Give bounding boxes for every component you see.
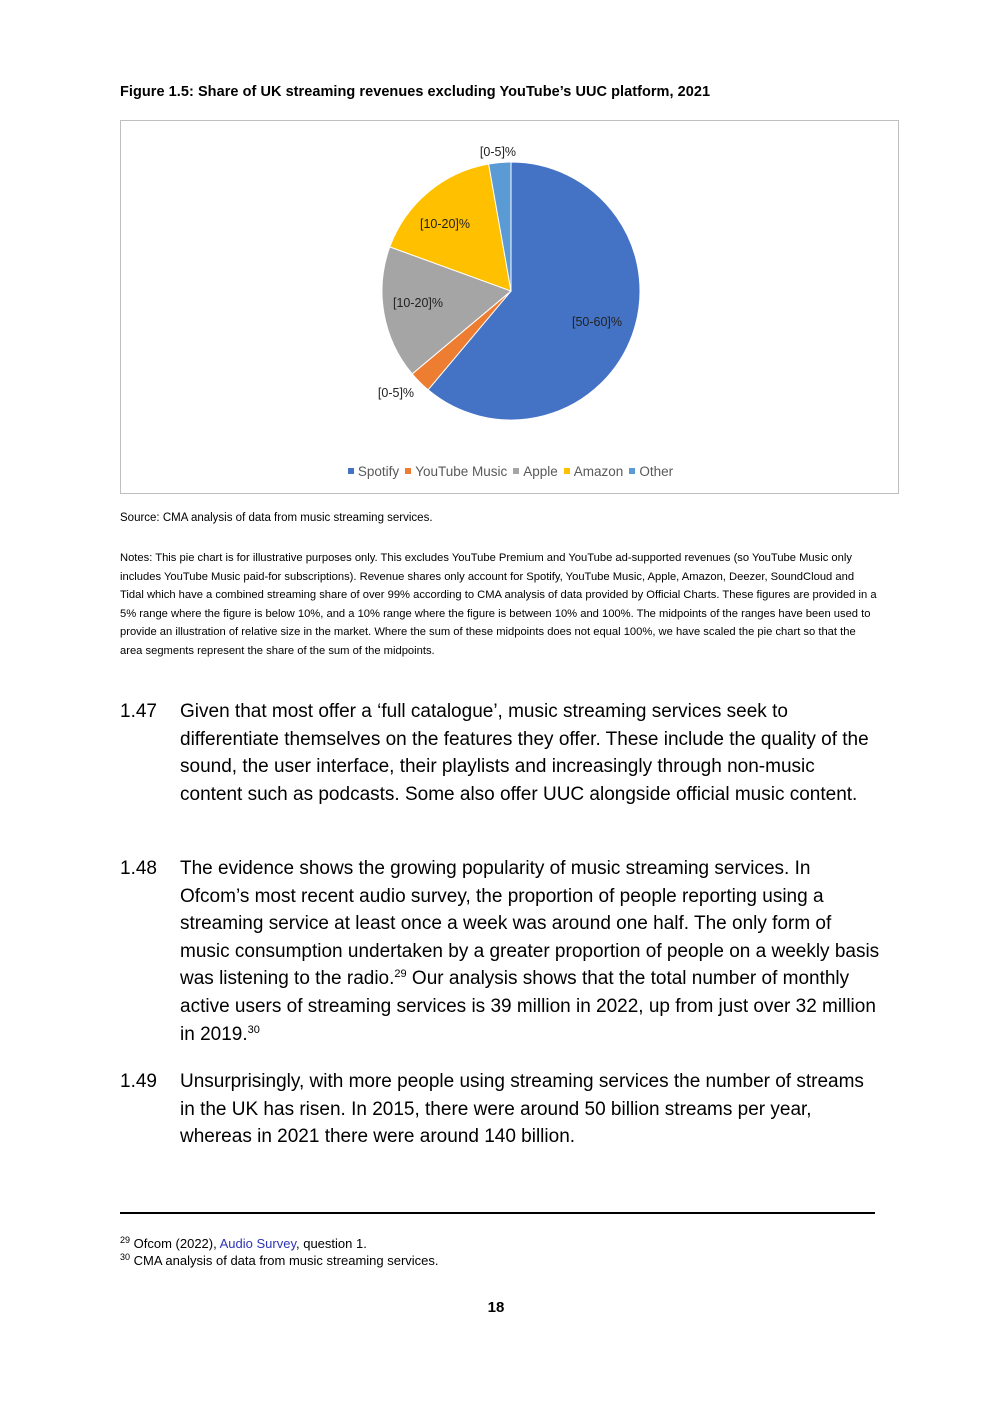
legend-item-youtube-music <box>405 464 507 479</box>
footnote-number: 30 <box>120 1252 131 1262</box>
figure-title: Figure 1.5: Share of UK streaming revenues excluding YouTube’s UUC platform, 2021 <box>120 84 711 100</box>
paragraph-number: 1.47 <box>120 701 157 722</box>
legend-swatch <box>513 468 519 474</box>
footnote-number: 29 <box>120 1235 131 1245</box>
legend-swatch <box>348 468 354 474</box>
paragraph-1-47 <box>120 698 880 808</box>
data-label-youtube-music: [0-5]% <box>377 386 415 400</box>
page-number: 18 <box>487 1299 505 1316</box>
footnote-ref-30[interactable]: 30 <box>247 1023 260 1036</box>
footnote-text: Ofcom (2022), <box>133 1236 220 1251</box>
figure-source: Source: CMA analysis of data from music streaming services. <box>120 512 433 524</box>
legend-swatch <box>629 468 635 474</box>
paragraph-number: 1.49 <box>120 1071 157 1092</box>
chart-legend <box>121 464 900 479</box>
footnote-30 <box>120 1253 439 1268</box>
paragraph-text-part: Our analysis shows that the total number of monthly active users of streaming services is 39 million in 2022, up from just over 32 million in 2019. <box>180 968 876 1045</box>
legend-swatch <box>564 468 570 474</box>
paragraph-number: 1.48 <box>120 858 157 879</box>
footnote-ref-29[interactable]: 29 <box>394 968 407 981</box>
pie-chart-svg <box>121 121 900 495</box>
legend-label: Other <box>639 464 674 479</box>
legend-label: Apple <box>523 464 558 479</box>
legend-label: Spotify <box>357 464 400 479</box>
data-label-spotify: [50-60]% <box>571 315 623 329</box>
legend-item-amazon <box>564 464 624 479</box>
legend-item-spotify <box>348 464 399 479</box>
paragraph-text: Given that most offer a ‘full catalogue’, music streaming services seek to differentiate themselves on the features they offer. These include the quality of the sound, the user interface, their playlists and increasingly through non-music content such as podcasts. Some also offer UUC alongside official music content. <box>180 701 869 805</box>
data-label-amazon: [10-20]% <box>419 217 471 231</box>
pie-chart <box>120 120 899 494</box>
paragraph-text <box>180 855 880 1048</box>
paragraph-1-48 <box>120 855 880 1048</box>
footnote-text: CMA analysis of data from music streaming services. <box>133 1253 439 1268</box>
audio-survey-link[interactable]: Audio Survey <box>219 1236 296 1251</box>
paragraph-text-part: The evidence shows the growing popularity of music streaming services. In Ofcom’s most recent audio survey, the proportion of people reporting using a streaming service at least once a week was around one half. The only form of music consumption undertaken by a greater proportion of people on a weekly basis was listening to the radio. <box>180 858 880 990</box>
footnote-29 <box>120 1236 367 1251</box>
figure-notes: Notes: This pie chart is for illustrative purposes only. This excludes YouTube Premium and YouTube ad-supported revenues (so YouTube Music only includes YouTube Music paid-for subscriptions). Revenue shares only account for Spotify, YouTube Music, Apple, Amazon, Deezer, SoundCloud and Tidal which have a combined streaming share of over 99% according to CMA analysis of data provided by Official Charts. These figures are provided in a 5% range where the figure is below 10%, and a 10% range where the figure is between 10% and 100%. The midpoints of the ranges have been used to provide an illustration of relative size in the market. Where the sum of these midpoints does not equal 100%, we have scaled the pie chart so that the area segments represent the share of the sum of the midpoints. <box>120 552 877 657</box>
legend-item-apple <box>513 464 558 479</box>
legend-swatch <box>405 468 411 474</box>
paragraph-text: Unsurprisingly, with more people using streaming services the number of streams in the UK has risen. In 2015, there were around 50 billion streams per year, whereas in 2021 there were around 140 billion. <box>180 1071 864 1148</box>
footnote-divider <box>120 1212 875 1214</box>
data-label-other: [0-5]% <box>479 145 517 159</box>
legend-label: YouTube Music <box>415 464 508 479</box>
footnote-text: , question 1. <box>295 1236 367 1251</box>
data-label-apple: [10-20]% <box>392 296 444 310</box>
paragraph-1-49 <box>120 1068 880 1151</box>
legend-item-other <box>629 464 673 479</box>
legend-label: Amazon <box>573 464 624 479</box>
